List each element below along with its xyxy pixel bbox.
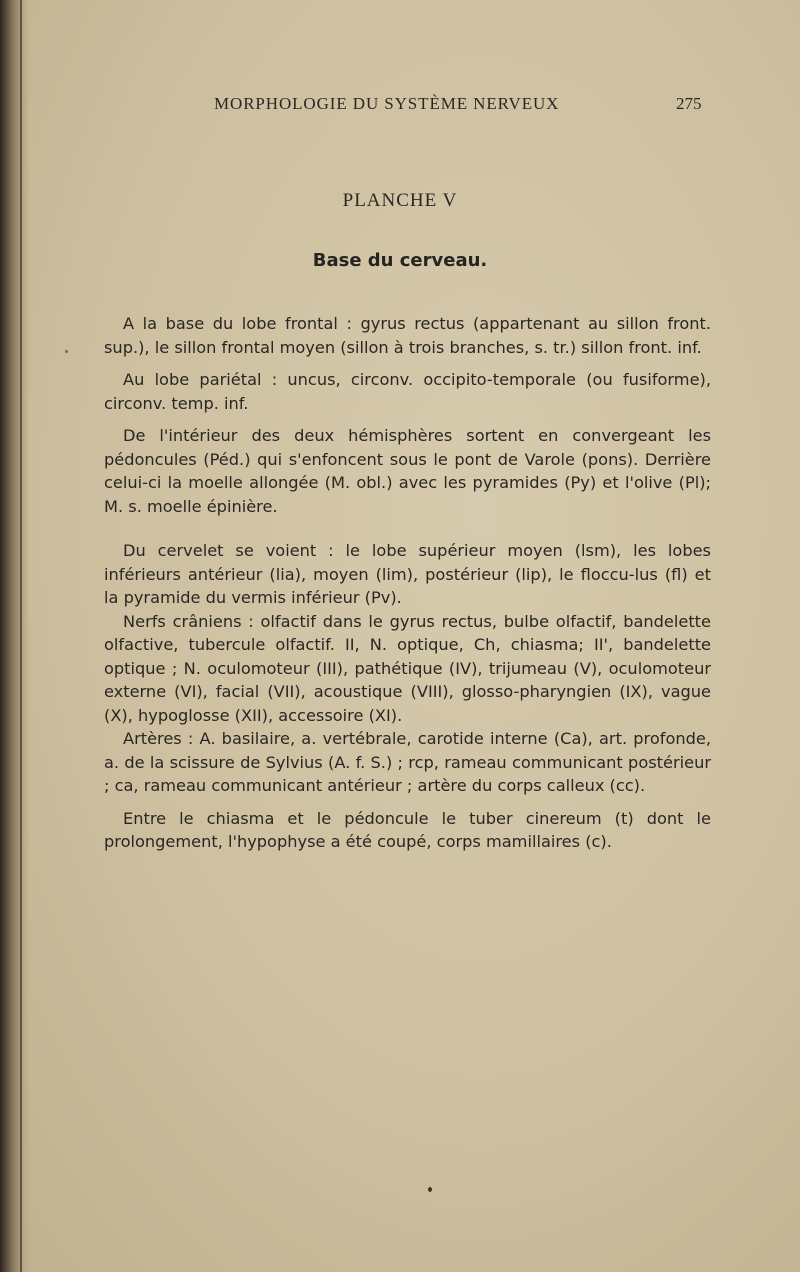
- body-text: [104, 312, 711, 854]
- paragraph-cranial-nerves: Nerfs crâniens : olfactif dans le gyrus rectus, bulbe olfactif, bandelette olfactive, tubercule olfactif. II, N. optique, Ch, chiasma; II', bandelette optique ; N. oculomoteur (III), pathétique (IV), trijumeau (V), oculomoteur externe (VI), facial (VII), acoustique (VIII), glosso-pharyngien (IX), vague (X), hypoglosse (XII), accessoire (XI).: [104, 611, 711, 725]
- plate-title: PLANCHE V: [342, 190, 458, 211]
- page-number: 275: [676, 94, 702, 113]
- paragraph-arteries: Artères : A. basilaire, a. vertébrale, carotide interne (Ca), art. profonde, a. de la scissure de Sylvius (A. f. S.) ; rcp, rameau communicant postérieur ; ca, rameau communicant antérieur ; artère du corps calleux (cc).: [104, 729, 711, 795]
- paragraph-cerebellum: Du cervelet se voient : le lobe supérieur moyen (lsm), les lobes inférieurs antérieur (lia), moyen (lim), postérieur (lip), le floccu-lus (fl) et la pyramide du vermis inférieur (Pv).: [104, 541, 711, 607]
- running-head: [0, 94, 800, 120]
- paragraph-parietal-lobe: Au lobe pariétal : uncus, circonv. occipito-temporale (ou fusiforme), circonv. temp. inf.: [104, 370, 711, 413]
- ink-speck: [428, 1187, 432, 1192]
- paragraph-frontal-lobe: A la base du lobe frontal : gyrus rectus (appartenant au sillon front. sup.), le sillon frontal moyen (sillon à trois branches, s. tr.) sillon front. inf.: [104, 314, 711, 357]
- running-title: MORPHOLOGIE DU SYSTÈME NERVEUX: [214, 94, 560, 113]
- plate-subtitle: Base du cerveau.: [312, 250, 488, 271]
- ink-speck: [65, 350, 68, 353]
- paragraph-tuber-cinereum: Entre le chiasma et le pédoncule le tuber cinereum (t) dont le prolongement, l'hypophyse a été coupé, corps mamillaires (c).: [104, 808, 711, 851]
- paragraph-peduncles: De l'intérieur des deux hémisphères sortent en convergeant les pédoncules (Péd.) qui s'enfoncent sous le pont de Varole (pons). Derrière celui-ci la moelle allongée (M. obl.) avec les pyramides (Py) et l'olive (Pl); M. s. moelle épinière.: [104, 426, 711, 516]
